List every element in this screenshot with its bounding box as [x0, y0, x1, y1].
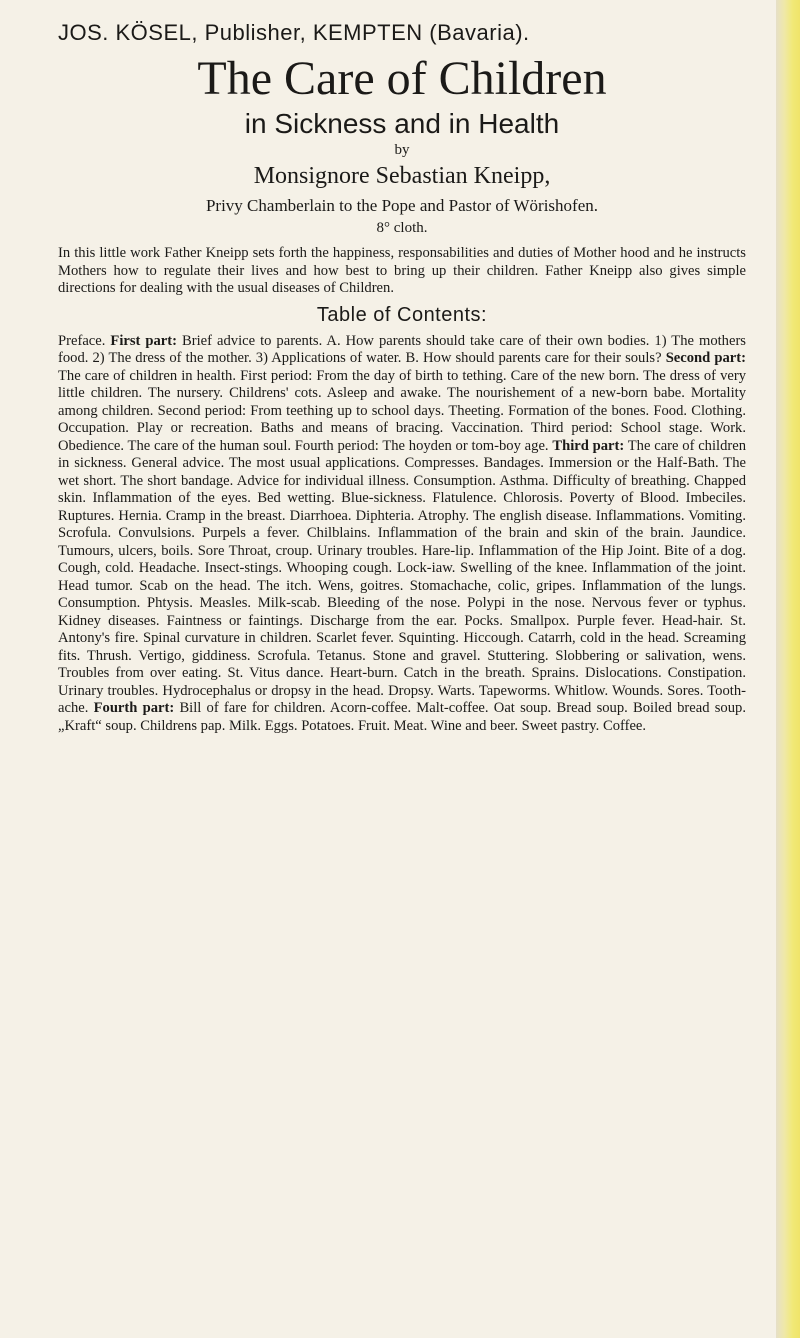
author-position: Privy Chamberlain to the Pope and Pastor of Wörishofen. — [205, 196, 599, 216]
author-name: Monsignore Sebastian Kneipp, — [253, 163, 551, 190]
book-subtitle: in Sickness and in Health — [244, 108, 560, 140]
toc-second-part-label: Second part: — [665, 350, 746, 367]
book-title: The Care of Children — [197, 52, 607, 105]
by-line: by — [394, 142, 410, 159]
book-format: 8° cloth. — [376, 220, 428, 237]
publisher-line: JOS. KÖSEL, Publisher, KEMPTEN (Bavaria). — [58, 20, 530, 45]
toc-heading: Table of Contents: — [316, 303, 488, 326]
table-of-contents — [58, 333, 746, 736]
toc-third-part-text: The care of children in sickness. General advice. The most usual applications. Compresses. Bandages. Immersion or the Half-Bath. The wet short. The short bandage. Advice for individual illness. Consumption. Asthma. Difficulty of breathing. Chapped skin. Inflammation of the eyes. Bed wetting. Blue-sickness. Flatulence. Chlorosis. Poverty of Blood. Imbeciles. Ruptures. Hernia. Cramp in the breast. Diarrhoea. Diphteria. Atrophy. The english disease. Inflammations. Vomiting. Scrofula. Convulsions. Purpels a fever. Chilblains. Inflammation of the brain and skin of the brain. Jaundice. Tumours, ulcers, boils. Sore Throat, croup. Urinary troubles. Hare-lip. Inflammation of the Hip Joint. Bite of a dog. Cough, cold. Headache. Insect-stings. Whooping cough. Lock-iaw. Swelling of the knee. Inflammation of the joint. Head tumor. Scab on the head. The itch. Wens, goitres. Stomachache, colic, gripes. Inflammation of the lungs. Consumption. Phtysis. Measles. Milk-scab. Bleeding of the nose. Polypi in the nose. Nervous fever or typhus. Kidney diseases. Faintness or faintings. Discharge from the ear. Pocks. Smallpox. Purple fever. Head-hair. St. Antony's fire. Spinal curvature in children. Scarlet fever. Squinting. Hiccough. Catarrh, cold in the head. Screaming fits. Thrush. Vertigo, giddiness. Scrofula. Tetanus. Stone and gravel. Stuttering. Slobbering or salivation, wens. Troubles from over eating. St. Vitus dance. Heart-burn. Catch in the breath. Sprains. Dislocations. Constipation. Urinary troubles. Hydrocephalus or dropsy in the head. Dropsy. Warts. Tapeworms. Whitlow. Wounds. Sores. Tooth-ache. — [58, 437, 747, 717]
toc-fourth-part-label: Fourth part: — [93, 700, 175, 717]
toc-third-part-label: Third part: — [552, 437, 625, 454]
toc-fourth-part-text: Bill of fare for children. Acorn-coffee. Malt-coffee. Oat soup. Bread soup. Boiled bread soup. „Kraft“ soup. Childrens pap. Milk. Eggs. Potatoes. Fruit. Meat. Wine and beer. Sweet pastry. Coffee. — [58, 700, 746, 734]
toc-preface: Preface. — [58, 332, 106, 349]
toc-first-part-text: Brief advice to parents. A. How parents should take care of their own bodies. 1) The mothers food. 2) The dress of the mother. 3) Applications of water. B. How should parents care for their souls? — [58, 332, 746, 367]
advertisement-page — [58, 20, 746, 735]
toc-first-part-label: First part: — [110, 332, 178, 349]
toc-second-part-text: The care of children in health. First period: From the day of birth to tething. Care of the new born. The dress of very little children. The nursery. Childrens' cots. Asleep and awake. The nourishement of a new-born babe. Mortality among children. Second period: From teething up to school days. Theeting. Formation of the bones. Food. Clothing. Occupation. Play or recreation. Baths and means of bracing. Vaccination. Third period: School stage. Work. Obedience. The care of the human soul. Fourth period: The hoyden or tom-boy age. — [58, 367, 746, 454]
book-description: In this little work Father Kneipp sets forth the happiness, responsabilities and duties of Mother hood and he instructs Mothers how to regulate their lives and how best to bring up their children. Father Kneipp also gives simple directions for dealing with the usual diseases of Children. — [58, 245, 746, 297]
page-edge-border — [776, 0, 800, 1338]
